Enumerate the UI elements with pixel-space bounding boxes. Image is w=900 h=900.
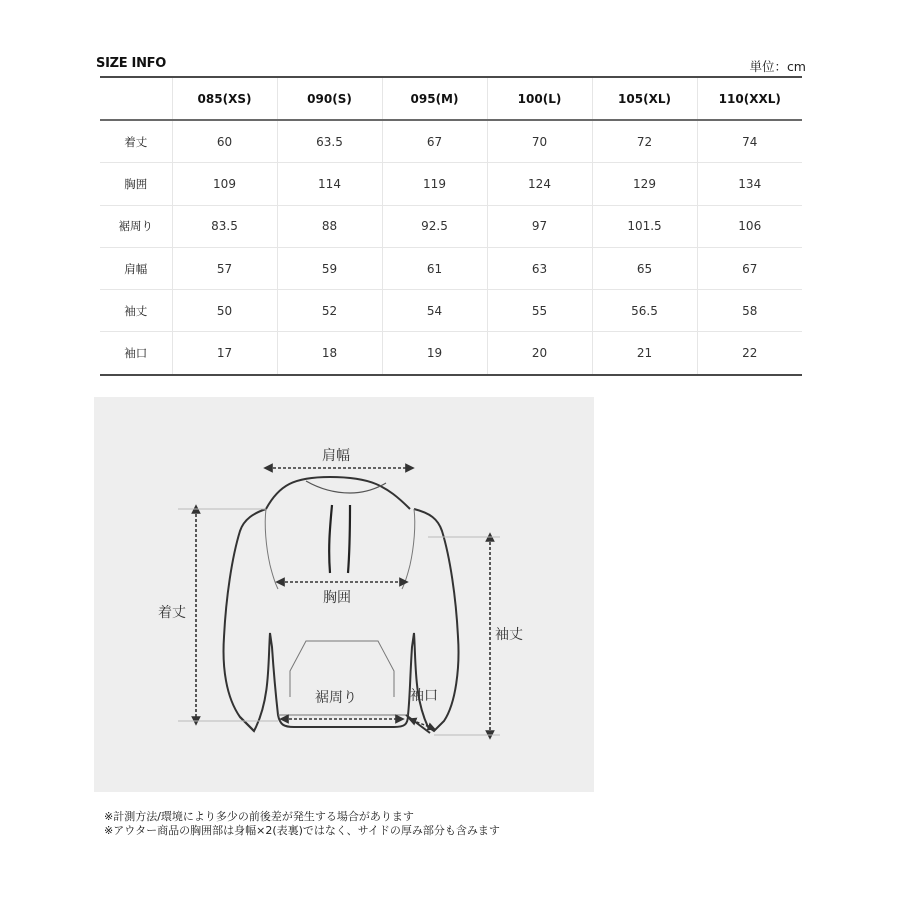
note-line: ※アウター商品の胸囲部は身幅×2(表裏)ではなく、サイドの厚み部分も含みます	[104, 824, 500, 837]
table-cell: 21	[592, 332, 697, 375]
length-label: 着丈	[158, 605, 186, 621]
shoulder-width-label: 肩幅	[322, 448, 350, 464]
column-header	[100, 77, 172, 120]
raglan-seam-right	[402, 509, 415, 589]
table-row	[100, 290, 802, 332]
table-cell: 50	[172, 290, 277, 332]
table-header-row	[100, 77, 802, 120]
row-label: 着丈	[100, 120, 172, 163]
table-cell: 19	[382, 332, 487, 375]
sleeve-length-label: 袖丈	[495, 627, 523, 643]
unit-label: 単位：cm	[749, 59, 806, 74]
hoodie-measurement-diagram	[94, 397, 594, 792]
table-cell: 92.5	[382, 205, 487, 247]
table-cell: 58	[697, 290, 802, 332]
size-table	[100, 76, 802, 376]
table-cell: 17	[172, 332, 277, 375]
table-cell: 56.5	[592, 290, 697, 332]
table-row	[100, 163, 802, 205]
table-cell: 114	[277, 163, 382, 205]
table-cell: 65	[592, 247, 697, 289]
row-label: 袖丈	[100, 290, 172, 332]
table-cell: 70	[487, 120, 592, 163]
table-cell: 74	[697, 120, 802, 163]
table-row	[100, 332, 802, 375]
column-header: 100(L)	[487, 77, 592, 120]
column-header: 090(S)	[277, 77, 382, 120]
note-line: ※計測方法/環境により多少の前後差が発生する場合があります	[104, 810, 414, 823]
row-label: 肩幅	[100, 247, 172, 289]
row-label: 裾周り	[100, 205, 172, 247]
drawstring-left	[329, 505, 332, 573]
column-header: 085(XS)	[172, 77, 277, 120]
table-cell: 57	[172, 247, 277, 289]
table-cell: 52	[277, 290, 382, 332]
size-info-title: SIZE INFO	[96, 56, 166, 71]
drawstring-right	[348, 505, 350, 573]
table-cell: 63	[487, 247, 592, 289]
table-cell: 109	[172, 163, 277, 205]
column-header: 095(M)	[382, 77, 487, 120]
table-cell: 20	[487, 332, 592, 375]
table-row	[100, 120, 802, 163]
table-cell: 119	[382, 163, 487, 205]
column-header: 110(XXL)	[697, 77, 802, 120]
notes	[104, 810, 500, 838]
table-cell: 67	[382, 120, 487, 163]
table-cell: 60	[172, 120, 277, 163]
table-cell: 22	[697, 332, 802, 375]
table-cell: 61	[382, 247, 487, 289]
cuff-label: 袖口	[410, 688, 438, 704]
table-cell: 97	[487, 205, 592, 247]
row-label: 袖口	[100, 332, 172, 375]
table-cell: 55	[487, 290, 592, 332]
table-cell: 106	[697, 205, 802, 247]
table-cell: 67	[697, 247, 802, 289]
hood-outline	[266, 477, 410, 509]
table-cell: 124	[487, 163, 592, 205]
table-cell: 129	[592, 163, 697, 205]
table-cell: 59	[277, 247, 382, 289]
chest-label: 胸囲	[323, 590, 351, 606]
row-label: 胸囲	[100, 163, 172, 205]
table-row	[100, 205, 802, 247]
raglan-seam-left	[265, 509, 278, 589]
column-header: 105(XL)	[592, 77, 697, 120]
table-cell: 88	[277, 205, 382, 247]
table-cell: 54	[382, 290, 487, 332]
table-row	[100, 247, 802, 289]
left-cuff	[240, 717, 254, 731]
hem-label: 裾周り	[315, 690, 357, 706]
table-cell: 18	[277, 332, 382, 375]
table-cell: 101.5	[592, 205, 697, 247]
table-cell: 134	[697, 163, 802, 205]
table-cell: 83.5	[172, 205, 277, 247]
table-cell: 63.5	[277, 120, 382, 163]
table-cell: 72	[592, 120, 697, 163]
